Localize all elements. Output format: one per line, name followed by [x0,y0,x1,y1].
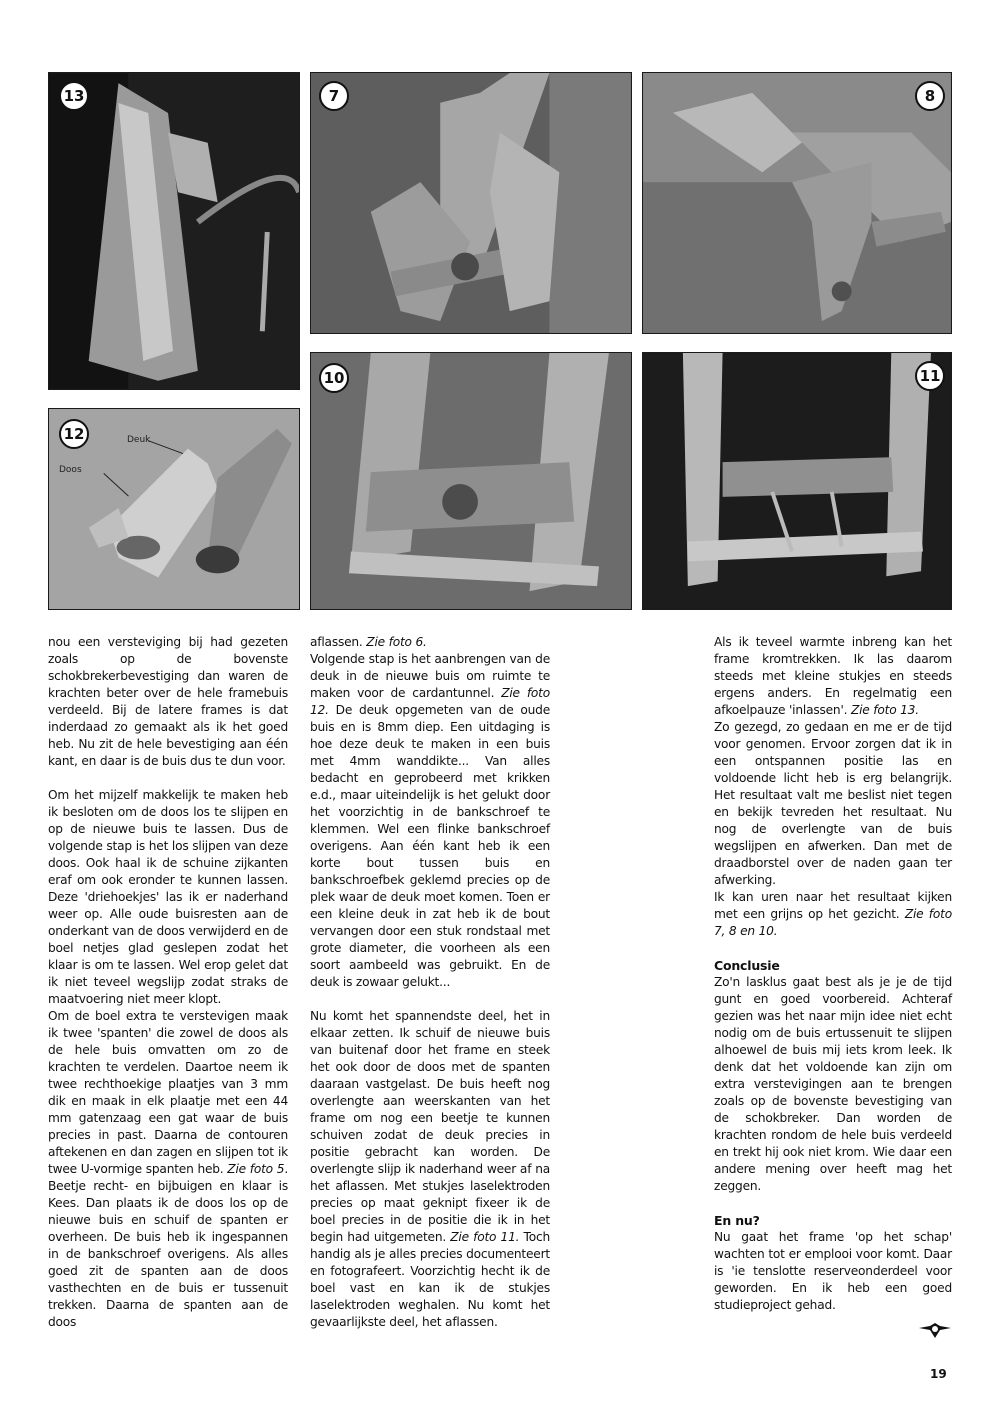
text-run: Toch handig als je alles precies documenteert en fotografeert. Voorzichtig hecht ik de boel vast en kan ik de stukjes laselektroden weghalen. Nu komt het gevaarlijkste deel, het aflassen. [310,1230,550,1329]
page-number: 19 [930,1367,947,1381]
text-run: aflassen. [310,635,367,649]
magazine-logo-icon [918,1322,952,1340]
photo-reference: Zie foto 11. [450,1230,520,1244]
photo-reference: Zie foto 13. [850,703,919,717]
photo-8-image [643,73,951,333]
photo-10-image [311,353,631,609]
photo-10-number: 10 [319,363,349,393]
paragraph [714,634,952,719]
paragraph [310,1008,550,1331]
paragraph [48,1008,288,1331]
text-run: Ik kan uren naar het resultaat kijken met een grijns op het gezicht. [714,890,952,921]
photo-8 [642,72,952,334]
heading-en-nu: En nu? [714,1213,760,1228]
paragraph [714,889,952,940]
photo-10 [310,352,632,610]
photo-12-number: 12 [59,419,89,449]
photo-reference: Zie foto 5 [227,1162,285,1176]
photo-7 [310,72,632,334]
photo-reference: Zie foto 6. [366,635,427,649]
photo-13 [48,72,300,390]
text-run: Om de boel extra te verstevigen maak ik twee 'spanten' die zowel de doos als de hele buis omvatten om zo de krachten te verdelen. Daartoe neem ik twee rechthoekige plaatjes van 3 mm dik en maak in elk plaatje met een 44 mm gatenzaag een gat waar de buis precies in past. Daarna de contouren aftekenen en dan zagen en slijpen tot ik twee U-vormige spanten heb. [48,1009,288,1176]
paragraph [310,634,550,651]
photo-12 [48,408,300,610]
photo-7-image [311,73,631,333]
text-run: Als ik teveel warmte inbreng kan het frame kromtrekken. Ik las daarom steeds met kleine stukjes en steeds ergens anders. En regelmatig een afkoelpauze 'inlassen'. [714,635,952,717]
paragraph: Om het mijzelf makkelijk te maken heb ik besloten om de doos los te slijpen en op de nieuwe buis te lassen. Dus de volgende stap is het los slijpen van deze doos. Ook haal ik de schuine zijkanten eraf om ook eronder te kunnen lassen. Deze 'driehoekjes' las ik er naderhand weer op. Alle oude buisresten aan de onderkant van de doos verwijderd en de boel netjes glad geslepen zodat het klaar is om te lassen. Wel erop gelet dat ik niet teveel wegslijp zodat straks de maatvoering niet meer klopt. [48,788,288,1006]
paragraph: Zo'n lasklus gaat best als je je de tijd gunt en goed voorbereid. Achteraf gezien was het naar mijn idee niet echt nodig om de buis ertussenuit te slijpen alhoewel de buis mij iets krom leek. Ik denk dat het voldoende kan zijn om extra verstevigingen aan te brengen zoals op de bovenste bevestiging van de schokbreker. Dan worden de krachten rondom de hele buis verdeeld en trekt hij ook niet krom. Wie daar een andere mening over heeft mag het zeggen. [714,975,952,1193]
paragraph [310,651,550,991]
photo-11-number: 11 [915,361,945,391]
heading-conclusie: Conclusie [714,958,780,973]
photo-8-number: 8 [915,81,945,111]
text-column-2 [310,634,550,1331]
text-run: Volgende stap is het aanbrengen van de deuk in de nieuwe buis om ruimte te maken voor de cardantunnel. [310,652,550,700]
text-column-3 [714,634,952,1314]
photo-reference: Zie foto 7, 8 en 10. [714,907,952,938]
photo-13-number: 13 [59,81,89,111]
paragraph: Zo gezegd, zo gedaan en me er de tijd voor genomen. Ervoor zorgen dat ik in een ontspannen positie las en voldoende licht heb is erg belangrijk. Het resultaat valt me beslist niet tegen en bekijk tevreden het resultaat. Nu nog de overlengte van de buis wegslijpen en afwerken. Dan met de draadborstel over de naden gaan ter afwerking. [714,720,952,887]
text-run: De deuk opgemeten van de oude buis en is 8mm diep. Een uitdaging is hoe deze deuk te maken in een buis met 4mm wanddikte... Van alles bedacht en geprobeerd met krikken e.d., maar uiteindelijk is het gelukt door het voorzichtig in de bankschroef te klemmen. Wel een flinke bankschroef overigens. Aan één kant heb ik een korte bout tussen buis en bankschroefbek geklemd precies op de plek waar de deuk moet komen. Toen er een kleine deuk in zat heb ik de bout vervangen door een stuk rondstaal met grote diameter, die voorheen als een soort aambeeld was gebruikt. En de deuk is zowaar gelukt... [310,703,550,989]
photo-reference: Zie foto 12. [310,686,550,717]
text-column-1 [48,634,288,1331]
photo-11 [642,352,952,610]
paragraph: nou een versteviging bij had gezeten zoals op de bovenste schokbrekerbevestiging dan waren de krachten beter over de hele framebuis verdeeld. Bij de latere frames is dat inderdaad zo gemaakt als ik het goed heb. Nu zit de hele bevestiging aan één kant, en daar is de buis dus te dun voor. [48,635,288,768]
photo-12-label-doos: Doos [59,465,82,475]
text-run: Nu komt het spannendste deel, het in elkaar zetten. Ik schuif de nieuwe buis van buitenaf door het frame en steek het ook door de doos met de spanten daaraan vastgelast. De buis heeft nog overlengte aan weerskanten van het frame om nog een beetje te kunnen schuiven zodat de deuk precies in positie gebracht kan worden. De overlengte slijp ik naderhand weer af na het aflassen. Met stukjes laselektroden precies op maat geknipt fixeer ik de boel precies in de positie die ik in het begin had uitgemeten. [310,1009,550,1244]
text-run: . Beetje recht- en bijbuigen en klaar is Kees. Dan plaats ik de doos los op de nieuwe buis en schuif de spanten er overheen. De buis heb ik ingespannen in de bankschroef overigens. Als alles goed zit de spanten aan de doos vasthechten en de buis er tussenuit trekken. Daarna de spanten aan de doos [48,1162,288,1329]
photo-12-label-deuk: Deuk [127,435,151,445]
photo-7-number: 7 [319,81,349,111]
photo-13-image [49,73,299,389]
photo-11-image [643,353,951,609]
paragraph: Nu gaat het frame 'op het schap' wachten tot er emplooi voor komt. Daar is 'ie tenslotte reserveonderdeel voor geworden. En ik heb een goed studieproject gehad. [714,1230,952,1312]
